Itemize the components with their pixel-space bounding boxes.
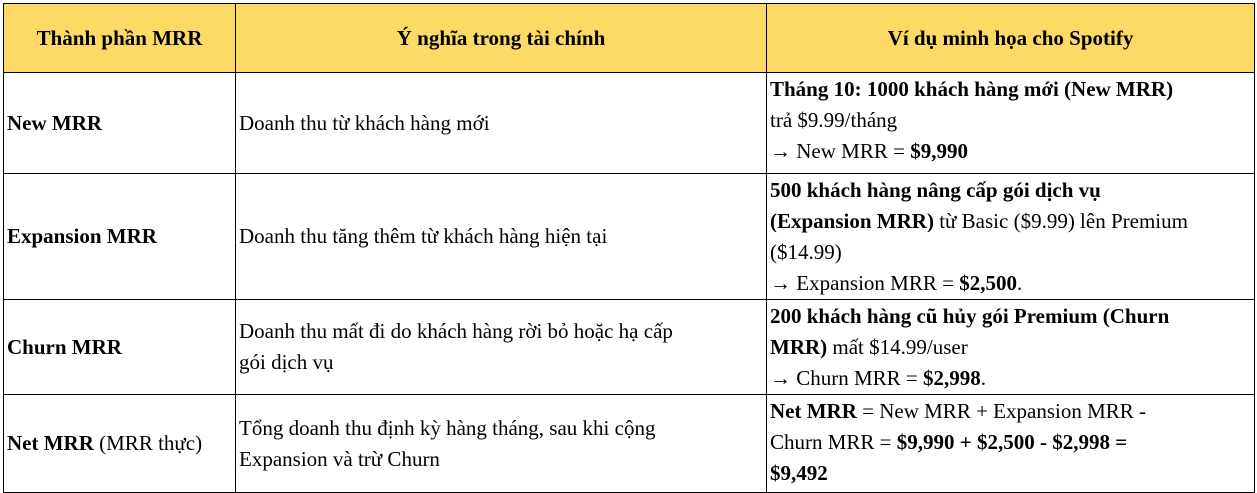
mrr-table <box>3 3 1255 493</box>
example-line: 500 khách hàng nâng cấp gói dịch vụ <box>770 178 1101 202</box>
component-cell: Net MRR (MRR thực) <box>4 395 236 493</box>
meaning-line: Expansion và trừ Churn <box>239 446 440 471</box>
example-line: ($14.99) <box>770 240 842 264</box>
component-cell: Churn MRR <box>4 300 236 395</box>
example-line: Tháng 10: 1000 khách hàng mới (New MRR) <box>770 77 1174 101</box>
example-cell <box>767 73 1255 174</box>
example-line: trả $9.99/tháng <box>770 108 898 132</box>
meaning-line: gói dịch vụ <box>239 350 334 374</box>
meaning-cell <box>236 395 767 493</box>
component-cell: Expansion MRR <box>4 174 236 300</box>
meaning-cell: Doanh thu từ khách hàng mới <box>236 73 767 174</box>
example-line: 200 khách hàng cũ hủy gói Premium (Churn <box>770 304 1170 328</box>
example-cell <box>767 300 1255 395</box>
component-cell: New MRR <box>4 73 236 174</box>
example-cell <box>767 395 1255 493</box>
meaning-cell <box>236 300 767 395</box>
header-component: Thành phần MRR <box>4 4 236 73</box>
header-meaning: Ý nghĩa trong tài chính <box>236 4 767 73</box>
example-line: (Expansion MRR) từ Basic ($9.99) lên Premium <box>770 209 1188 233</box>
table-row <box>4 300 1255 395</box>
meaning-cell: Doanh thu tăng thêm từ khách hàng hiện tại <box>236 174 767 300</box>
example-line: → New MRR = $9,990 <box>770 139 968 163</box>
example-line: Churn MRR = $9,990 + $2,500 - $2,998 = <box>770 430 1128 454</box>
header-example: Ví dụ minh họa cho Spotify <box>767 4 1255 73</box>
example-line: $9,492 <box>770 461 828 485</box>
table-row <box>4 395 1255 493</box>
meaning-line: Tổng doanh thu định kỳ hàng tháng, sau khi cộng <box>239 415 656 440</box>
example-line: Net MRR = New MRR + Expansion MRR - <box>770 399 1146 423</box>
header-row <box>4 4 1255 73</box>
meaning-line: Doanh thu mất đi do khách hàng rời bỏ hoặc hạ cấp <box>239 319 673 343</box>
table-row <box>4 73 1255 174</box>
example-cell <box>767 174 1255 300</box>
example-line: → Churn MRR = $2,998. <box>770 366 987 390</box>
example-line: MRR) mất $14.99/user <box>770 335 968 359</box>
table-row <box>4 174 1255 300</box>
example-line: → Expansion MRR = $2,500. <box>770 271 1023 295</box>
